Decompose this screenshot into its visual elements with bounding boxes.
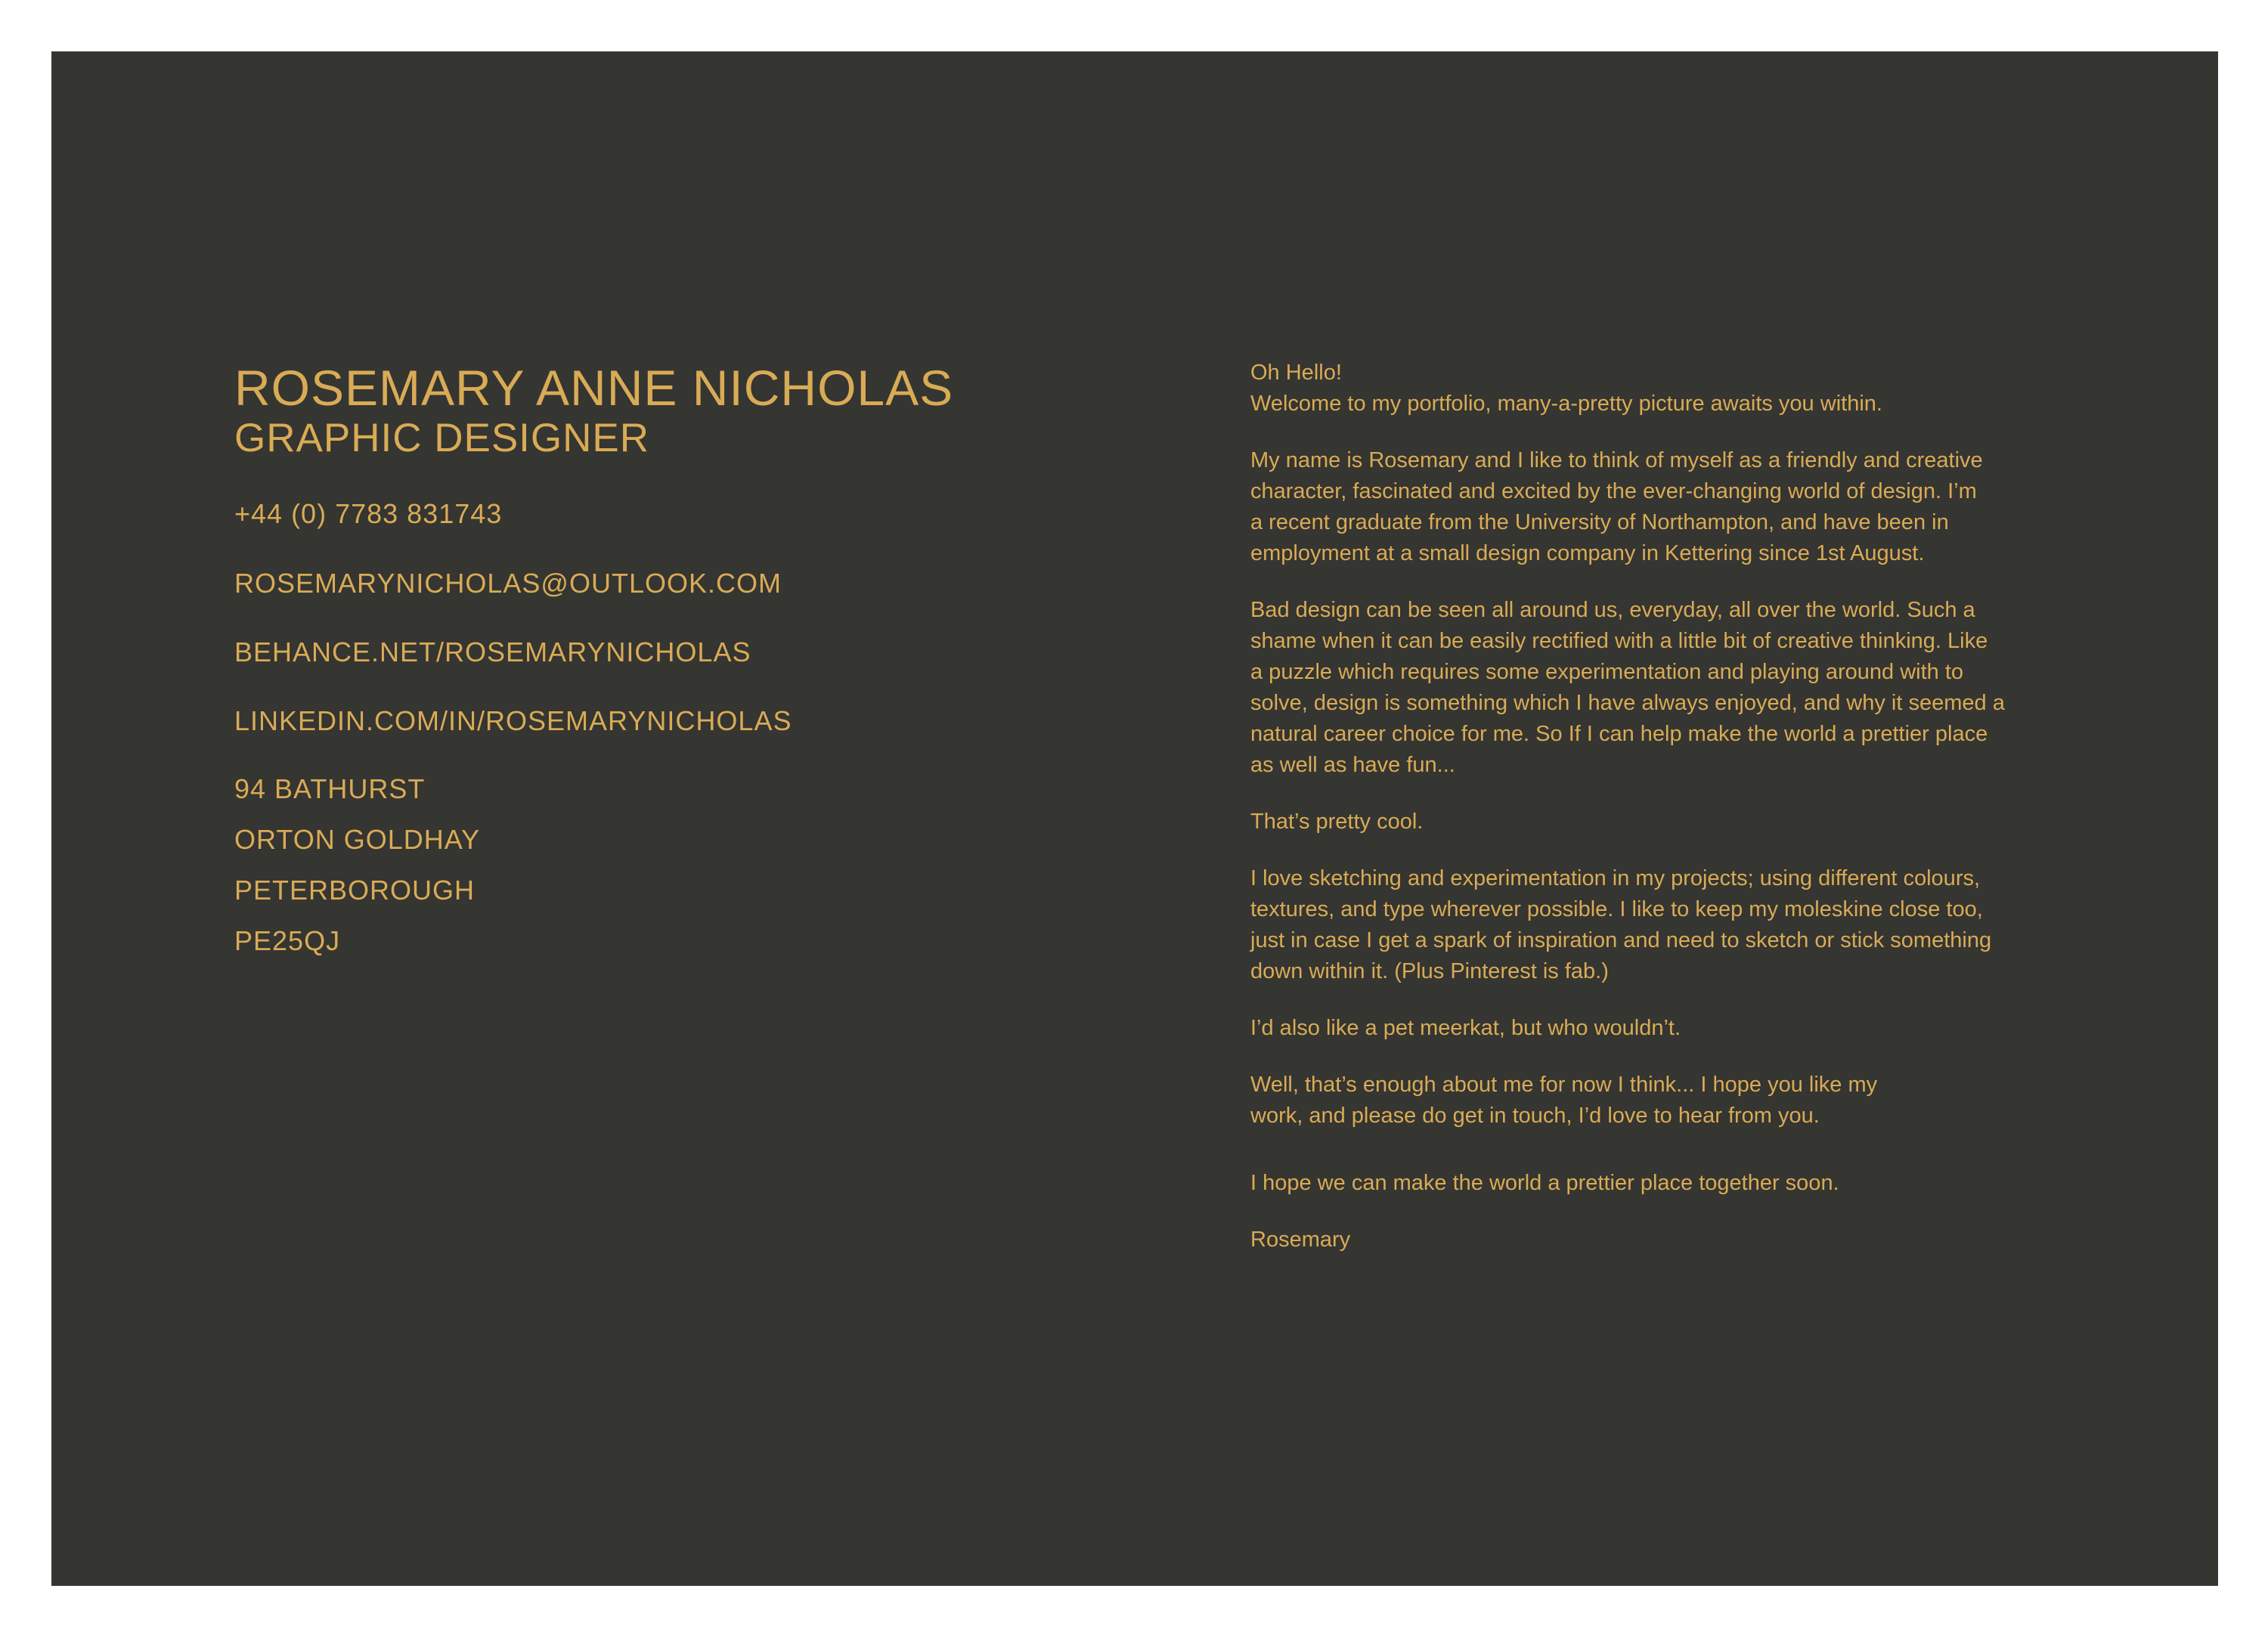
portfolio-page	[51, 51, 2218, 1586]
address-line-1: 94 BATHURST	[234, 773, 426, 804]
letter-paragraph-design: Bad design can be seen all around us, everyday, all over the world. Such a shame when it can be easily rectified with a little bit of creative thinking. Like a puzzle which requires some experimentation and playing around with to solve, design is something which I have always enjoyed, and why it seemed a natural career choice for me. So If I can help make the world a prettier place as well as have fun...	[1250, 598, 2005, 777]
letter-paragraph-hope: I hope we can make the world a prettier place together soon.	[1250, 1171, 1839, 1195]
postal-address	[234, 774, 1142, 956]
letter-paragraph-closing: Well, that’s enough about me for now I think... I hope you like my work, and please do get in touch, I’d love to hear from you.	[1250, 1073, 1878, 1128]
contact-column	[234, 360, 1142, 977]
contact-details	[234, 499, 1142, 736]
letter-paragraph-cool: That’s pretty cool.	[1250, 810, 1424, 834]
letter-signature: Rosemary	[1250, 1228, 1351, 1252]
letter-greeting: Oh Hello! Welcome to my portfolio, many-a-pretty picture awaits you within.	[1250, 361, 1882, 416]
address-line-2: ORTON GOLDHAY	[234, 824, 481, 855]
letter-paragraph-meerkat: I’d also like a pet meerkat, but who wouldn’t.	[1250, 1016, 1681, 1040]
job-title: GRAPHIC DESIGNER	[234, 416, 650, 460]
email-address: ROSEMARYNICHOLAS@OUTLOOK.COM	[234, 568, 782, 599]
phone-number: +44 (0) 7783 831743	[234, 498, 503, 529]
linkedin-link: LINKEDIN.COM/IN/ROSEMARYNICHOLAS	[234, 705, 792, 736]
intro-letter	[1250, 358, 2014, 1281]
behance-link: BEHANCE.NET/ROSEMARYNICHOLAS	[234, 636, 751, 667]
address-postcode: PE25QJ	[234, 925, 341, 956]
address-line-3: PETERBOROUGH	[234, 875, 476, 906]
designer-name: ROSEMARY ANNE NICHOLAS	[234, 360, 954, 416]
letter-paragraph-intro: My name is Rosemary and I like to think of myself as a friendly and creative character, fascinated and excited by the ever-changing world of design. I’m a recent graduate from the University of Northampton, and have been in employment at a small design company in Kettering since 1st August.	[1250, 448, 1983, 565]
letter-paragraph-sketching: I love sketching and experimentation in my projects; using different colours, textures, and type wherever possible. I like to keep my moleskine close too, just in case I get a spark of inspiration and need to sketch or stick something down within it. (Plus Pinterest is fab.)	[1250, 866, 1992, 983]
